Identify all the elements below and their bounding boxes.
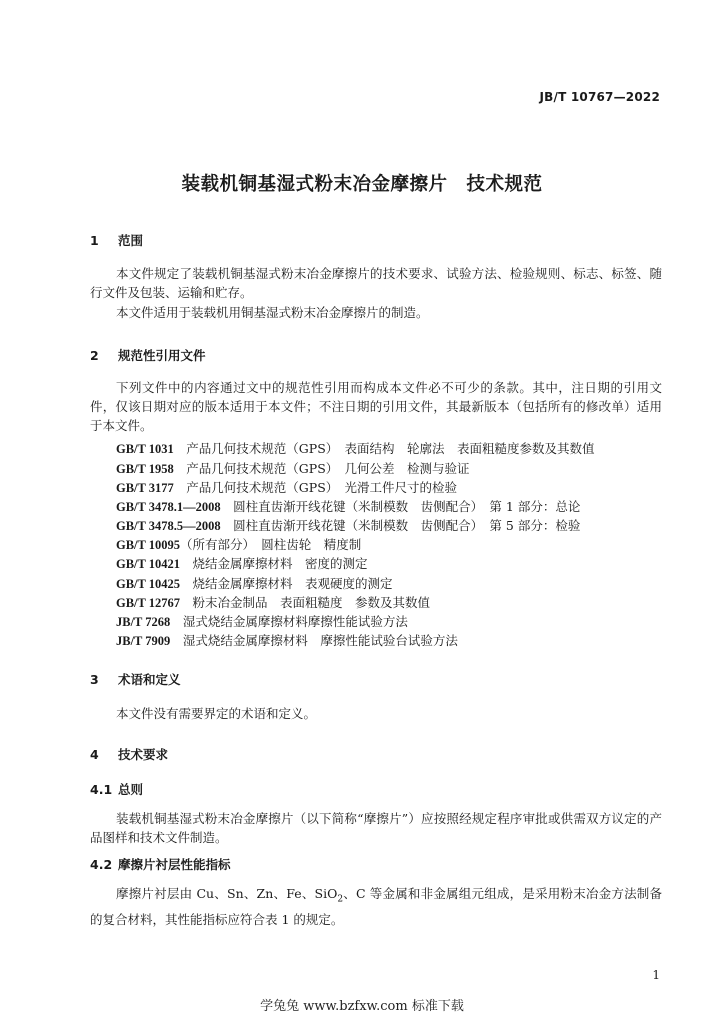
reference-title: 粉末冶金制品 表面粗糙度 参数及其数值 xyxy=(192,595,431,610)
reference-code: GB/T 10421 xyxy=(116,557,181,571)
section-4-heading xyxy=(90,745,168,763)
section-number: 1 xyxy=(90,233,99,248)
reference-title: 产品几何技术规范（GPS） 光滑工件尺寸的检验 xyxy=(186,480,458,495)
section-4-2-heading xyxy=(90,855,231,873)
section-2-intro: 下列文件中的内容通过文中的规范性引用而构成本文件必不可少的条款。其中，注日期的引用文件，仅该日期对应的版本适用于本文件；不注日期的引用文件，其最新版本（包括所有的修改单）适用于本文件。 xyxy=(90,380,662,433)
subscript: 2 xyxy=(337,894,344,905)
section-title: 范围 xyxy=(118,233,144,248)
section-number: 4.1 xyxy=(90,782,113,797)
reference-code: GB/T 10095 xyxy=(116,538,181,552)
section-1-paragraph-2: 本文件适用于装载机用铜基湿式粉末冶金摩擦片的制造。 xyxy=(116,305,429,320)
section-4-1-paragraph-1: 装载机铜基湿式粉末冶金摩擦片（以下简称“摩擦片”）应按照经规定程序审批或供需双方议定的产品图样和技术文件制造。 xyxy=(90,811,662,845)
reference-title: 烧结金属摩擦材料 表观硬度的测定 xyxy=(192,576,393,591)
section-4-1-heading xyxy=(90,780,143,798)
reference-item xyxy=(116,535,361,553)
section-4-2-paragraph-1 xyxy=(90,884,662,929)
reference-title: 湿式烧结金属摩擦材料摩擦性能试验方法 xyxy=(182,614,408,629)
section-3-paragraph-1: 本文件没有需要界定的术语和定义。 xyxy=(116,706,317,721)
paragraph-text: 、C 等金属和非金属组元组成，是采用粉末冶金方法制备的复合材料，其性能指标应符合表 1 的规定。 xyxy=(90,886,662,927)
reference-item xyxy=(116,439,595,457)
section-2-heading xyxy=(90,346,206,364)
document-title: 装载机铜基湿式粉末冶金摩擦片 技术规范 xyxy=(181,174,543,195)
reference-title: 产品几何技术规范（GPS） 几何公差 检测与验证 xyxy=(186,461,470,476)
section-number: 4 xyxy=(90,747,99,762)
section-title: 规范性引用文件 xyxy=(118,348,206,363)
reference-title: 湿式烧结金属摩擦材料 摩擦性能试验台试验方法 xyxy=(182,633,458,648)
reference-item xyxy=(116,478,457,496)
reference-code: GB/T 10425 xyxy=(116,577,181,591)
section-title: 技术要求 xyxy=(118,747,169,762)
reference-item xyxy=(116,497,580,515)
reference-code: JB/T 7909 xyxy=(116,634,171,648)
section-title: 术语和定义 xyxy=(118,672,181,687)
page-number: 1 xyxy=(652,968,660,982)
reference-title: 产品几何技术规范（GPS） 表面结构 轮廓法 表面粗糙度参数及其数值 xyxy=(186,441,595,456)
section-number: 3 xyxy=(90,672,99,687)
paragraph-text: 摩擦片衬层由 Cu、Sn、Zn、Fe、SiO xyxy=(116,886,338,901)
footer-watermark: 学兔兔 www.bzfxw.com 标准下载 xyxy=(260,999,464,1014)
reference-code: GB/T 12767 xyxy=(116,596,181,610)
section-1-paragraph-1: 本文件规定了装载机铜基湿式粉末冶金摩擦片的技术要求、试验方法、检验规则、标志、标签、随行文件及包装、运输和贮存。 xyxy=(90,266,662,300)
reference-item xyxy=(116,612,408,630)
reference-code: GB/T 1031 xyxy=(116,442,174,456)
reference-title: （所有部分） 圆柱齿轮 精度制 xyxy=(180,537,362,552)
reference-code: GB/T 3478.5—2008 xyxy=(116,519,221,533)
reference-item xyxy=(116,593,430,611)
reference-item xyxy=(116,459,470,477)
reference-code: GB/T 3478.1—2008 xyxy=(116,500,221,514)
reference-item xyxy=(116,554,368,572)
section-title: 摩擦片衬层性能指标 xyxy=(118,857,231,872)
section-title: 总则 xyxy=(118,782,144,797)
reference-code: GB/T 1958 xyxy=(116,462,174,476)
section-number: 4.2 xyxy=(90,857,113,872)
standard-code: JB/T 10767—2022 xyxy=(539,90,660,104)
reference-code: GB/T 3177 xyxy=(116,481,174,495)
reference-title: 圆柱直齿渐开线花键（米制模数 齿侧配合） 第 5 部分：检验 xyxy=(233,518,581,533)
section-3-heading xyxy=(90,670,181,688)
reference-code: JB/T 7268 xyxy=(116,615,171,629)
section-number: 2 xyxy=(90,348,99,363)
reference-title: 圆柱直齿渐开线花键（米制模数 齿侧配合） 第 1 部分：总论 xyxy=(233,499,581,514)
section-1-heading xyxy=(90,231,143,249)
reference-item xyxy=(116,516,580,534)
reference-title: 烧结金属摩擦材料 密度的测定 xyxy=(192,556,368,571)
reference-item xyxy=(116,574,393,592)
reference-item xyxy=(116,631,458,649)
